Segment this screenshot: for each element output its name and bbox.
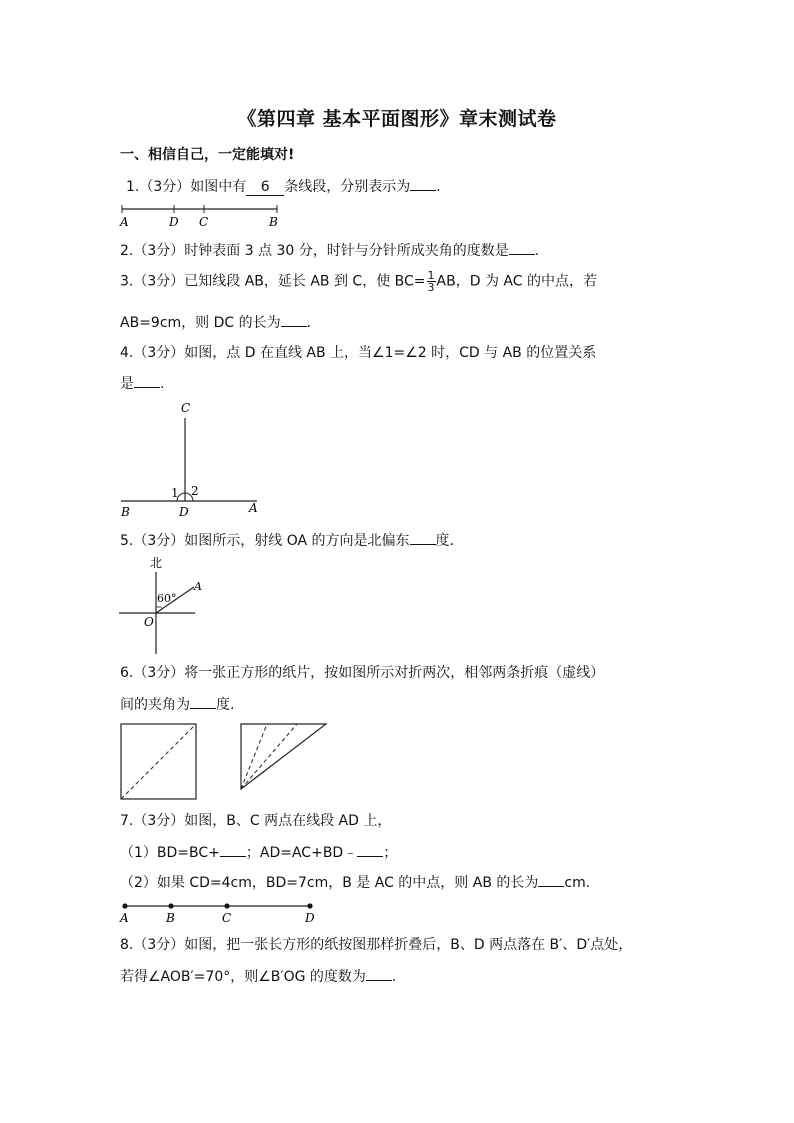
question-7-blank-3 (538, 872, 564, 887)
q1-label-b: B (269, 215, 278, 229)
question-4-blank (134, 373, 160, 388)
question-3-line-2-text: AB=9cm，则 DC 的长为 (120, 315, 281, 331)
question-5-blank (410, 530, 436, 545)
question-7-part-1 (120, 842, 397, 863)
question-8-line-2 (120, 966, 396, 987)
page-title: 《第四章 基本平面图形》章末测试卷 (237, 108, 557, 130)
q7-label-a: A (120, 911, 129, 925)
question-3-line-2 (120, 312, 311, 333)
q7-label-b: B (166, 911, 175, 925)
question-7-part-2-end: cm. (564, 875, 591, 891)
question-3-text-b: AB，D 为 AC 的中点，若 (436, 273, 597, 290)
q7-label-c: C (222, 911, 232, 925)
question-7-part-1-text: （1）BD=BC+ (120, 845, 220, 861)
q4-label-a: A (249, 501, 258, 515)
question-2-text: 2.（3分）时钟表面 3 点 30 分，时针与分针所成夹角的度数是 (120, 243, 509, 259)
q7-segment-figure (115, 896, 325, 926)
question-5-end: 度. (435, 533, 454, 549)
question-7-part-2-text: （2）如果 CD=4cm，BD=7cm，B 是 AC 的中点，则 AB 的长为 (120, 875, 539, 891)
fraction-one-third (427, 270, 436, 293)
q5-label-o: O (144, 615, 154, 629)
question-1-end: . (436, 179, 441, 195)
question-3-end: . (306, 315, 312, 331)
q1-label-d: D (169, 215, 179, 229)
q4-label-d: D (179, 505, 189, 519)
question-7-blank-1 (220, 842, 246, 857)
question-4-line-2-text: 是 (120, 376, 134, 392)
question-2 (120, 240, 539, 261)
q5-direction-figure (115, 552, 215, 657)
question-5-text: 5.（3分）如图所示，射线 OA 的方向是北偏东 (120, 533, 410, 549)
question-5 (120, 530, 454, 551)
question-6: 6.（3分）将一张正方形的纸片，按如图所示对折两次，相邻两条折痕（虚线） (120, 665, 605, 681)
question-7-blank-2 (357, 842, 383, 857)
question-8-blank (366, 966, 392, 981)
q6-folding-figure (118, 722, 333, 802)
question-8-end: . (391, 969, 397, 985)
q1-label-a: A (120, 215, 129, 229)
question-6-end: 度. (216, 697, 235, 713)
q5-north-label: 北 (150, 556, 163, 570)
q4-perpendicular-figure (115, 398, 265, 520)
question-4-line-2 (120, 373, 164, 394)
question-1-blank (410, 176, 436, 191)
question-7-part-2 (120, 872, 590, 893)
q4-label-b: B (121, 505, 130, 519)
question-1-text-b: 条线段，分别表示为 (284, 179, 411, 195)
q1-label-c: C (199, 215, 209, 229)
question-8: 8.（3分）如图，把一张长方形的纸按图那样折叠后，B、D 两点落在 B′、D′点处， (120, 937, 633, 953)
fraction-denominator: 3 (427, 281, 435, 294)
question-7-part-1-text-b: ；AD=AC+BD﹣ (245, 845, 358, 861)
question-3 (120, 270, 597, 293)
question-4-end: . (160, 376, 165, 392)
question-1 (126, 176, 441, 197)
question-6-blank (190, 694, 216, 709)
q1-segment-figure (115, 200, 290, 230)
question-7: 7.（3分）如图，B、C 两点在线段 AD 上， (120, 813, 392, 829)
q4-label-c: C (181, 401, 191, 415)
question-2-end: . (534, 243, 540, 259)
q7-label-d: D (305, 911, 315, 925)
question-3-text: 3.（3分）已知线段 AB，延长 AB 到 C，使 BC= (120, 273, 426, 290)
question-8-line-2-text: 若得∠AOB′=70°，则∠B′OG 的度数为 (120, 969, 366, 985)
question-3-blank (281, 312, 307, 327)
question-6-line-2 (120, 694, 234, 715)
question-2-blank (509, 240, 535, 255)
question-1-answer: 6 (246, 179, 284, 196)
q4-angle-1-label: 1 (171, 486, 179, 500)
question-1-text: 1.（3分）如图中有 (126, 179, 247, 195)
question-4: 4.（3分）如图，点 D 在直线 AB 上，当∠1=∠2 时，CD 与 AB 的位置关系 (120, 345, 597, 361)
section-heading: 一、相信自己，一定能填对! (120, 147, 295, 163)
q5-label-a: A (194, 580, 202, 593)
q5-angle-label: 60° (157, 592, 177, 605)
fraction-numerator: 1 (427, 269, 435, 282)
question-7-part-1-end: ； (383, 845, 398, 861)
question-6-line-2-text: 间的夹角为 (120, 697, 190, 713)
q4-angle-2-label: 2 (191, 484, 199, 498)
